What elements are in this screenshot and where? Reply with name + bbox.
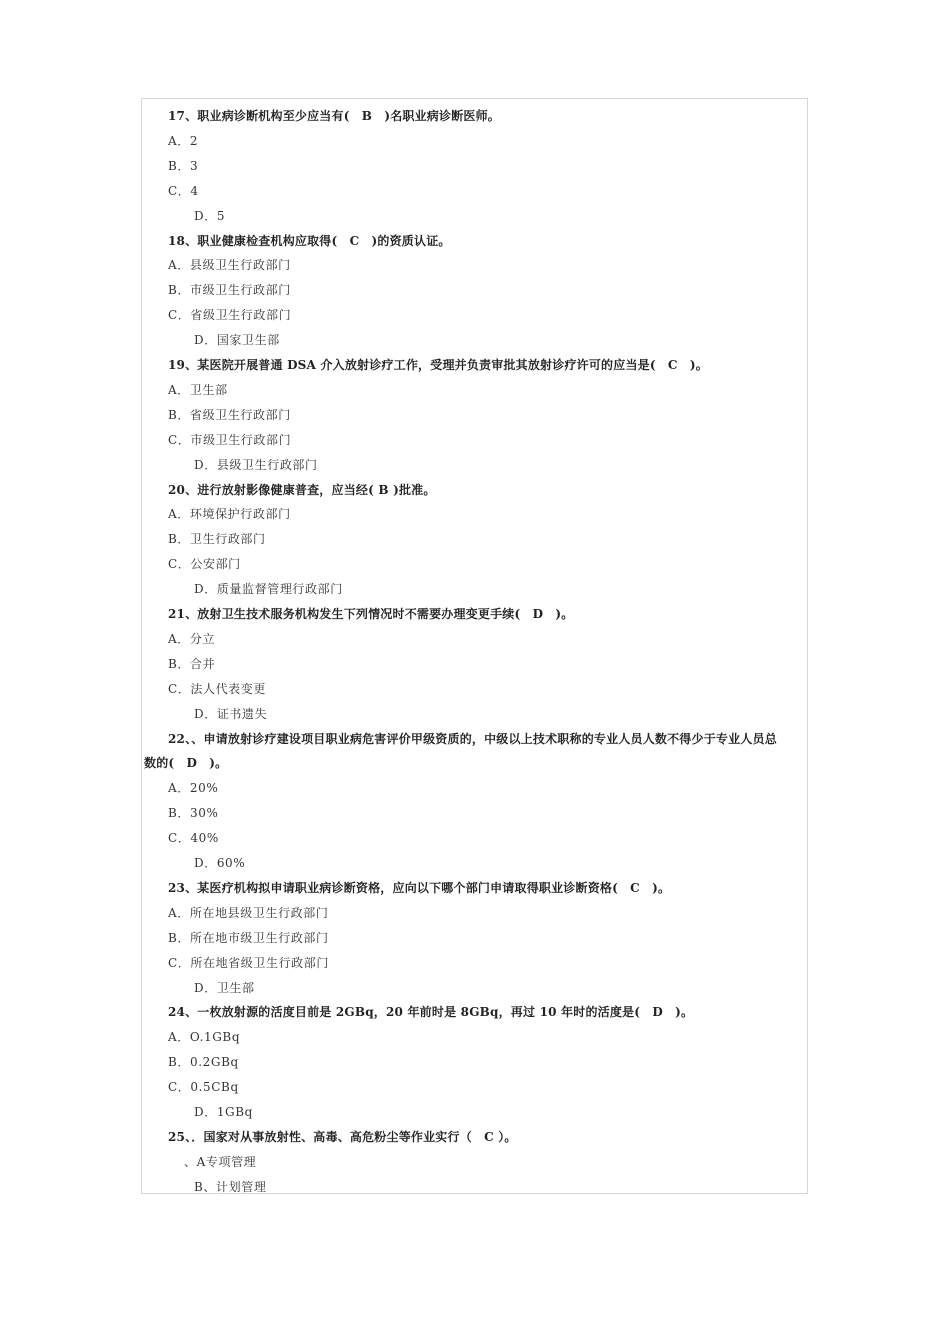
- answer-option: C．0.5CBq: [168, 1080, 239, 1095]
- answer-option: B．所在地市级卫生行政部门: [168, 930, 329, 945]
- answer-option: A．O.1GBq: [168, 1030, 241, 1045]
- answer-option: D．证书遗失: [194, 706, 268, 721]
- answer-option: B．市级卫生行政部门: [168, 283, 291, 298]
- question-text: 19、某医院开展普通 DSA 介入放射诊疗工作，受理并负责审批其放射诊疗许可的应当是( C )。: [168, 358, 708, 372]
- answer-option: A．20%: [168, 781, 219, 796]
- answer-option: A．所在地县级卫生行政部门: [168, 905, 329, 920]
- question-text: 20、进行放射影像健康普查，应当经( B )批准。: [168, 482, 436, 497]
- answer-option: C．40%: [168, 831, 219, 846]
- answer-option: A．卫生部: [168, 382, 228, 397]
- question-text: 22、、申请放射诊疗建设项目职业病危害评价甲级资质的，中级以上技术职称的专业人员人数不得少于专业人员总: [168, 731, 777, 746]
- question-text: 数的( D )。: [144, 756, 228, 771]
- answer-option: D．卫生部: [194, 980, 255, 995]
- answer-option: 、A专项管理: [184, 1154, 257, 1169]
- answer-option: D．县级卫生行政部门: [194, 457, 318, 472]
- answer-option: B．30%: [168, 806, 219, 821]
- answer-option: D．60%: [194, 856, 246, 870]
- answer-option: A．分立: [168, 631, 216, 646]
- answer-option: B．3: [168, 158, 199, 173]
- answer-option: A．县级卫生行政部门: [168, 258, 291, 273]
- question-text: 25、．国家对从事放射性、高毒、高危粉尘等作业实行（ C ）。: [168, 1129, 517, 1144]
- answer-option: B．0.2GBq: [168, 1055, 239, 1070]
- answer-option: B．卫生行政部门: [168, 532, 266, 547]
- answer-option: B．省级卫生行政部门: [168, 407, 291, 422]
- question-text: 17、职业病诊断机构至少应当有( B )名职业病诊断医师。: [168, 109, 500, 123]
- answer-option: C．法人代表变更: [168, 681, 266, 696]
- answer-option: D．5: [194, 208, 226, 223]
- answer-option: B、计划管理: [194, 1179, 267, 1194]
- answer-option: D．国家卫生部: [194, 333, 280, 348]
- answer-option: C．市级卫生行政部门: [168, 432, 292, 447]
- answer-option: C．省级卫生行政部门: [168, 308, 292, 323]
- question-text: 21、放射卫生技术服务机构发生下列情况时不需要办理变更手续( D )。: [168, 607, 574, 621]
- answer-option: D．质量监督管理行政部门: [194, 582, 343, 597]
- question-text: 23、某医疗机构拟申请职业病诊断资格，应向以下哪个部门申请取得职业诊断资格( C )。: [168, 880, 671, 895]
- answer-option: D．1GBq: [194, 1105, 253, 1119]
- answer-option: A．2: [168, 133, 199, 148]
- answer-option: C．所在地省级卫生行政部门: [168, 955, 329, 970]
- answer-option: C．4: [168, 183, 199, 198]
- answer-option: A．环境保护行政部门: [168, 507, 291, 522]
- answer-option: B．合并: [168, 656, 216, 671]
- question-text: 18、职业健康检查机构应取得( C )的资质认证。: [168, 233, 451, 248]
- answer-option: C．公安部门: [168, 557, 241, 572]
- question-text: 24、一枚放射源的活度目前是 2GBq，20 年前时是 8GBq，再过 10 年时的活度是( D )。: [168, 1005, 694, 1020]
